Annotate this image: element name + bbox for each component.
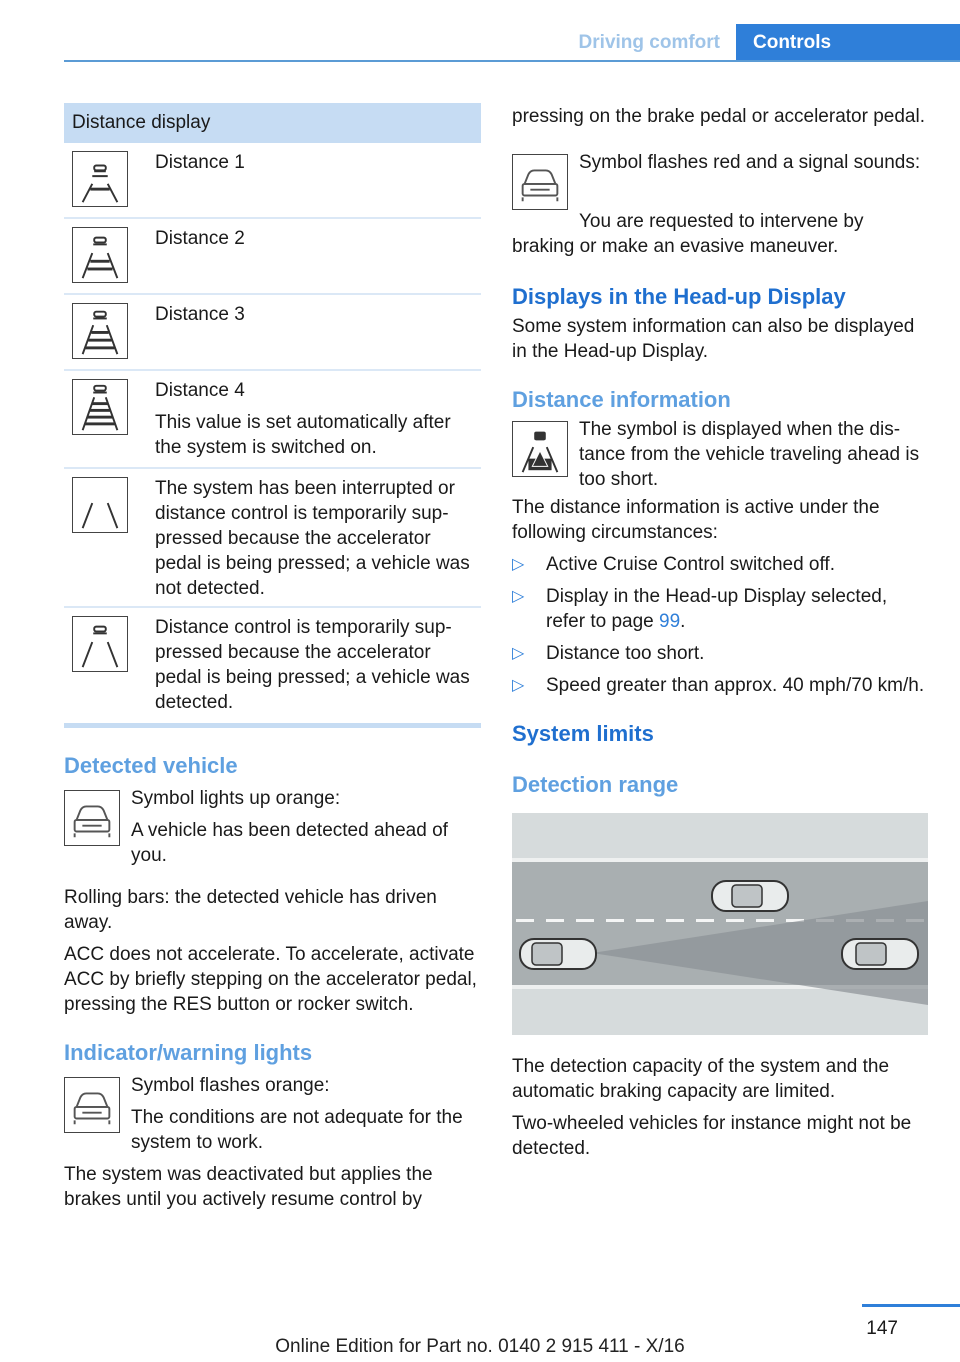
red-symbol-line: Symbol flashes red and a signal sounds:	[579, 152, 921, 173]
red-symbol-desc-text: You are requested to intervene by braking or make an evasive maneuver.	[512, 211, 864, 257]
row-note: This value is set automatically after the system is switched on.	[155, 412, 451, 458]
triangle-bullet-icon: ▷	[512, 556, 525, 573]
detection-range-heading: Detection range	[512, 772, 679, 797]
table-header: Distance display	[64, 103, 481, 143]
triangle-bullet-icon: ▷	[512, 677, 525, 694]
indicator-heading: Indicator/warning lights	[64, 1040, 313, 1065]
table-row	[64, 143, 481, 219]
detected-para-2: ACC does not accelerate. To accelerate, activate ACC by briefly stepping on the accelerator pedal, pressing the RES button or rocker switch.	[64, 944, 477, 1015]
vehicle-symbol-icon	[512, 154, 568, 210]
indicator-para: The system was deactivated but applies the brakes until you actively resume control by	[64, 1164, 433, 1210]
indicator-symbol-block	[64, 1073, 481, 1155]
chapter-tab: Controls	[736, 24, 960, 62]
car-icon	[712, 881, 788, 911]
system-limits-heading: System limits	[512, 721, 654, 746]
vehicle-symbol-icon	[64, 1077, 120, 1133]
list-item	[512, 552, 928, 577]
triangle-bullet-icon: ▷	[512, 588, 525, 605]
distance-info-symbol-block	[512, 417, 928, 497]
indicator-symbol-line: Symbol flashes orange:	[131, 1075, 330, 1096]
page-number-rule	[862, 1304, 960, 1307]
distance-3-icon	[72, 303, 128, 359]
left-column	[64, 103, 481, 1212]
distance-4-icon	[72, 379, 128, 435]
running-section-title: Driving comfort	[578, 32, 720, 53]
car-icon	[520, 939, 596, 969]
page-number: 147	[866, 1318, 898, 1339]
row-text: Distance 2	[155, 228, 245, 249]
detected-para-1: Rolling bars: the detected vehicle has driven away.	[64, 887, 437, 933]
list-item-text: Distance too short.	[546, 643, 705, 664]
row-text: Distance 1	[155, 152, 245, 173]
row-text: Distance 4	[155, 380, 245, 401]
detection-range-illustration	[512, 813, 928, 1035]
conditions-list	[512, 552, 928, 698]
table-end-rule	[64, 723, 481, 728]
right-column	[512, 104, 928, 1161]
road-vehicle-icon	[72, 616, 128, 672]
list-item-text: Display in the Head-up Display selected, refer to page	[546, 586, 888, 632]
edition-footer: Online Edition for Part no. 0140 2 915 411 - X/16	[275, 1336, 685, 1357]
list-item	[512, 641, 928, 666]
row-text: Distance 3	[155, 304, 245, 325]
detected-vehicle-heading: Detected vehicle	[64, 753, 238, 778]
table-row	[64, 608, 481, 723]
page-link[interactable]: 99	[659, 611, 681, 632]
limits-para-1: The detection capacity of the system and the automatic braking capacity are limited.	[512, 1056, 890, 1102]
red-symbol-block	[512, 150, 928, 220]
distance-info-para: The distance information is active under the following circumstances:	[512, 497, 880, 543]
hud-heading: Displays in the Head-up Display	[512, 284, 846, 309]
distance-info-symbol-text: The symbol is displayed when the distance from the vehicle traveling ahead is too short.	[579, 419, 920, 490]
hud-para: Some system information can also be displayed in the Head-up Display.	[512, 316, 915, 362]
limits-para-2: Two-wheeled vehicles for instance might not be detected.	[512, 1113, 912, 1159]
row-text: The system has been interrupted or distance control is temporarily suppressed because the accelerator pedal is being pressed; a vehicle was not detected.	[155, 478, 470, 599]
list-item-text: Speed greater than approx. 40 mph/70 km/h.	[546, 675, 925, 696]
list-item	[512, 673, 928, 698]
indicator-symbol-desc: The conditions are not adequate for the system to work.	[131, 1107, 463, 1153]
distance-2-icon	[72, 227, 128, 283]
continued-text: pressing on the brake pedal or accelerator pedal.	[512, 106, 925, 127]
detected-symbol-desc: A vehicle has been detected ahead of you.	[131, 820, 448, 866]
car-icon	[842, 939, 918, 969]
detected-symbol-block	[64, 786, 481, 868]
header-rule	[64, 60, 960, 62]
distance-1-icon	[72, 151, 128, 207]
table-row	[64, 219, 481, 295]
road-no-vehicle-icon	[72, 477, 128, 533]
list-item-suffix: .	[680, 611, 686, 632]
vehicle-symbol-icon	[64, 790, 120, 846]
row-text: Distance control is temporarily suppressed because the accelerator pedal is being pressed; a vehicle was detected.	[155, 617, 470, 713]
distance-warning-icon	[512, 421, 568, 477]
distance-info-heading: Distance information	[512, 387, 731, 412]
list-item	[512, 584, 928, 634]
table-row	[64, 469, 481, 608]
list-item-text: Active Cruise Control switched off.	[546, 554, 835, 575]
table-row	[64, 371, 481, 469]
detected-symbol-line: Symbol lights up orange:	[131, 788, 341, 809]
table-row	[64, 295, 481, 371]
triangle-bullet-icon: ▷	[512, 645, 525, 662]
